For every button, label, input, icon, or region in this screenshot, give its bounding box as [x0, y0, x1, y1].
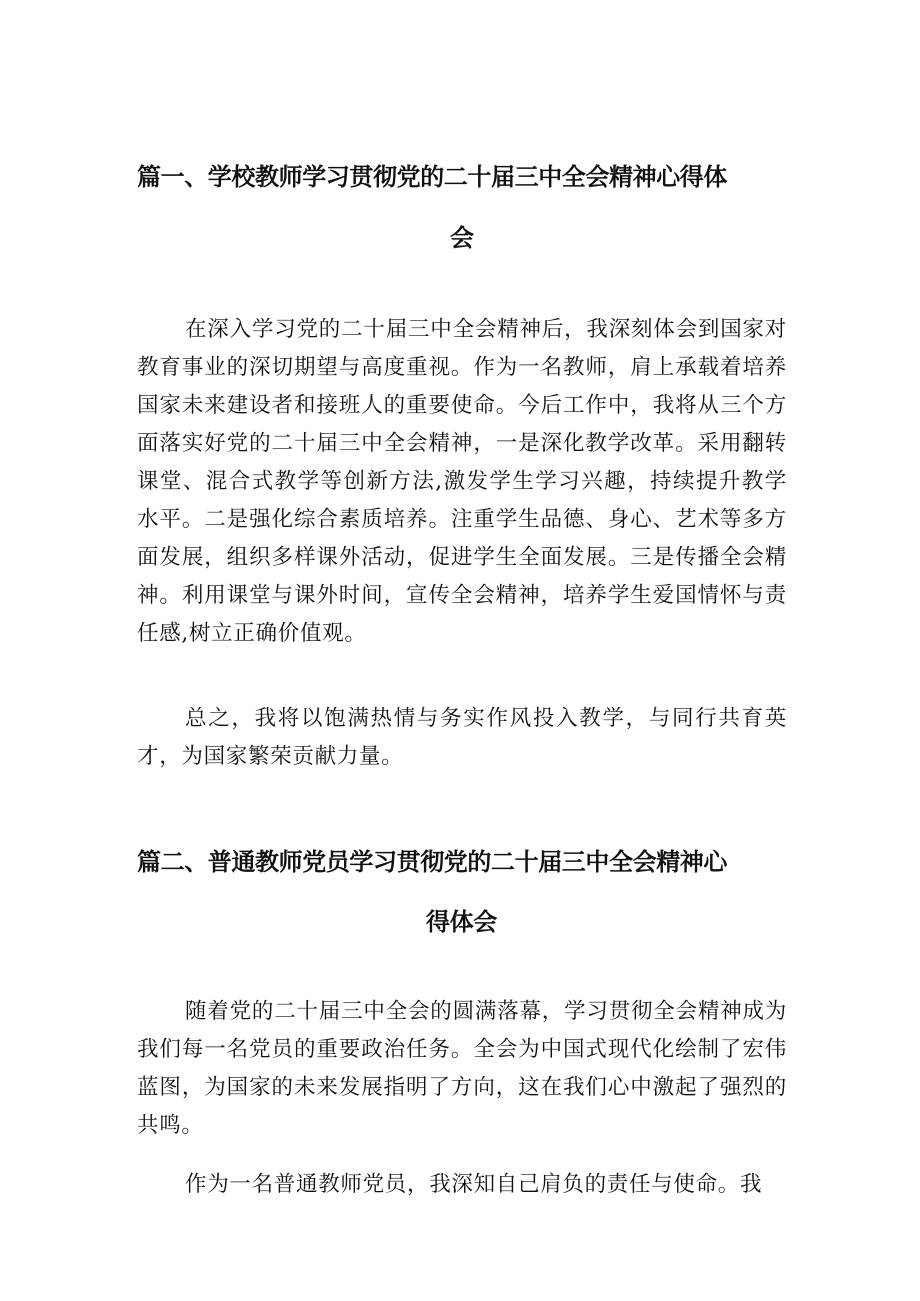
section-1-paragraph-1: 在深入学习党的二十届三中全会精神后，我深刻体会到国家对教育事业的深切期望与高度重视。作为一名教师，肩上承载着培养国家未来建设者和接班人的重要使命。今后工作中，我将从三个方面落实好党的二十届三中全会精神，一是深化教学改革。采用翻转课堂、混合式教学等创新方法,激发学生学习兴趣，持续提升教学水平。二是强化综合素质培养。注重学生品德、身心、艺术等多方面发展，组织多样课外活动，促进学生全面发展。三是传播全会精神。利用课堂与课外时间，宣传全会精神，培养学生爱国情怀与责任感,树立正确价值观。 [137, 317, 787, 646]
section-2-paragraph-1: 随着党的二十届三中全会的圆满落幕，学习贯彻全会精神成为我们每一名党员的重要政治任务。全会为中国式现代化绘制了宏伟蓝图，为国家的未来发展指明了方向，这在我们心中激起了强烈的共鸣。 [137, 999, 787, 1138]
section-1-title-line-1: 篇一、学校教师学习贯彻党的二十届三中全会精神心得体 [137, 163, 727, 191]
section-2-title-line-2: 得体会 [426, 908, 497, 936]
section-1-paragraph-2: 总之，我将以饱满热情与务实作风投入教学，与同行共育英才，为国家繁荣贡献力量。 [137, 706, 787, 769]
section-2-title-line-1: 篇二、普通教师党员学习贯彻党的二十届三中全会精神心 [137, 848, 727, 876]
section-1-title-line-2: 会 [450, 224, 474, 252]
section-2-paragraph-2: 作为一名普通教师党员，我深知自己肩负的责任与使命。我 [185, 1172, 763, 1197]
